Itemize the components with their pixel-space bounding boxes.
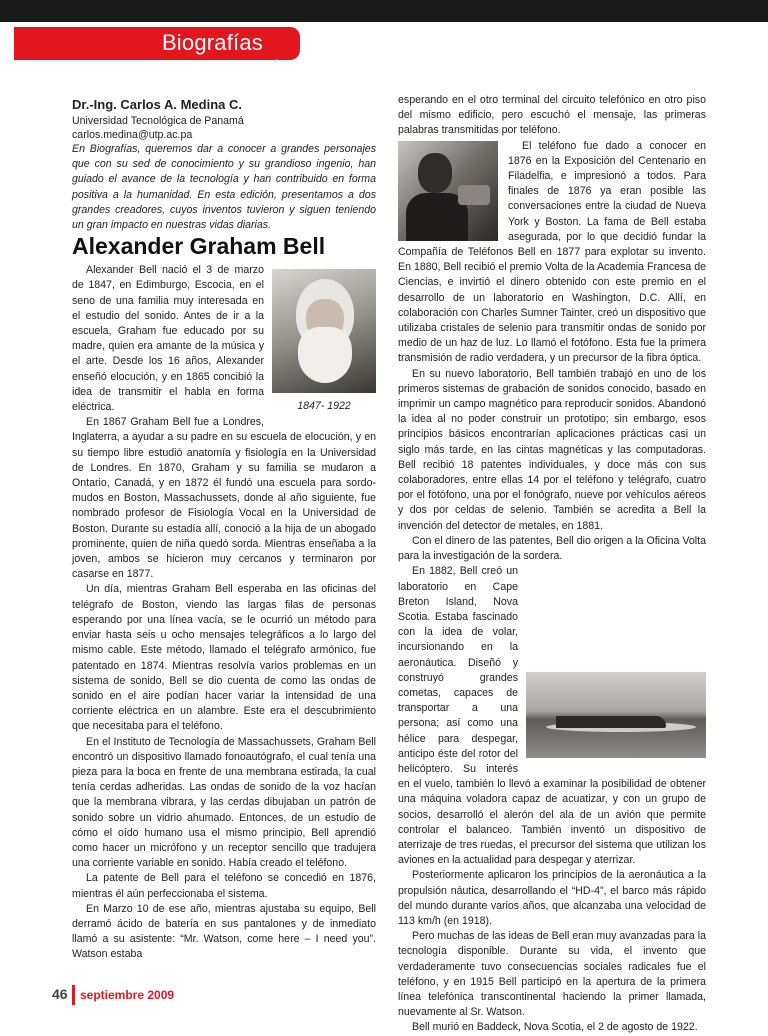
portrait-caption: 1847- 1922 <box>297 400 351 413</box>
hydrofoil-photo-figure <box>526 672 706 758</box>
body-paragraph: Pero muchas de las ideas de Bell eran muy avanzadas para la tecnología disponible. Durante su vida, el invento que verdaderamente tuvo consecuencias sociales radicales fue el teléfono, y en 1915 Bell participó en la apertura de la primera línea telefónica transcontinental haciendo la primer llamada, nuevamente al Sr. Watson. <box>398 930 706 1019</box>
telephone-photo-figure <box>398 141 498 241</box>
body-paragraph: Con el dinero de las patentes, Bell dio origen a la Oficina Volta para la investigación de la sordera. <box>398 534 706 563</box>
author-name: Dr.-Ing. Carlos A. Medina C. <box>72 97 242 112</box>
section-header <box>14 27 289 60</box>
page-number: 46 <box>52 986 68 1002</box>
body-paragraph: En Marzo 10 de ese año, mientras ajustaba su equipo, Bell derramó ácido de batería en sus pantalones y de inmediato llamó a su asistente: “Mr. Watson, come here – I need you”. Watson estaba <box>72 902 376 961</box>
author-institution: Universidad Tecnológica de Panamá <box>72 115 244 127</box>
body-paragraph: En el Instituto de Tecnología de Massachussets, Graham Bell encontró un dispositivo llamado fonoautógrafo, el cual tenía una pieza para la boca en frente de una membrana estirada, la cual tenía cerdas adheridas. Las ondas de sonido de la voz hacían que la membrana vibrara, y las cerdas dibujaban un patrón de sonido sobre un vidrio ahumado. Entonces, de un estudio de cómo el oído humano usa el mismo principio, Bell aprendió como hacer un micrófono y un receptor sencillo que tradujera una corriente variable en sonido. Había creado el teléfono. <box>72 735 376 870</box>
body-paragraph: La patente de Bell para el teléfono se concedió en 1876, mientras él aún perfeccionaba el sistema. <box>72 872 376 900</box>
body-paragraph: En 1867 Graham Bell fue a Londres, Inglaterra, a ayudar a su padre en su escuela de elocución, y en su tiempo libre estudió anatomía y fisiología en la Universidad de Londres. En 1870, Graham y su familia se mudaron a Ontario, Canadá, y en 1872 él fundó una escuela para sordo-mudos en Boston, Massachussets, donde al año siguiente, fue nombrado profesor de Fisiología Vocal en la Universidad de Boston. Durante su estadía allí, conoció a la hija de un abogado prominente, quien de niña quedó sorda. Mientras enseñaba a la joven, ambos se hicieron muy cercanos y terminaron por casarse en 1877. <box>72 416 376 581</box>
right-column <box>398 93 706 1036</box>
body-paragraph: En 1882, Bell creó un laboratorio en Cape Breton Island, Nova Scotia. Estaba fascinado con la idea de volar, incursionando en la aeronáutica. Diseñó y construyó grandes cometas, capaces de transportar a una persona; así como una hélice para despegar, anticipo éste del rotor del helicóptero. Su interés en el vuelo, también lo llevó a examinar la posibilidad de obtener una máquina voladora capaz de acuatizar, y con un grupo de socios, desarrolló el alerón del ala de un avión que permite controlar el balanceo. También inventó un dispositivo de aterrizaje de tres ruedas, el precursor del sistema que utilizan los aviones en la actualidad para despegar y aterrizar. <box>398 565 706 867</box>
left-column <box>72 96 376 963</box>
intro-paragraph: En Biografías, queremos dar a conocer a grandes personajes que con su sed de conocimiento y su grandioso ingenio, han guiado el avance de la tecnología y han contribuido en forma positiva a la humanidad. En esta edición, presentamos a dos grandes creadores, cuyos inventos tuvieron y siguen teniendo un gran impacto en nuestras vidas diarias. <box>72 143 376 232</box>
body-paragraph: En su nuevo laboratorio, Bell también trabajó en uno de los primeros sistemas de grabación de sonidos conocido, basado en imprimir un campo magnético para reproducir sonidos. Abandonó la idea al no poder construir un prototipo; sin embargo, esos principios básicos encontrarían aplicaciones prácticas casi un siglo más tarde, en las cintas magnéticas y las computadoras. Bell recibió 18 patentes individuales, y doce más con sus colaboradores, entre ellas 14 por el teléfono y telégrafo, cuatro por el fotófono, una por el fonógrafo, nueve por vehículos aéreos y dos por celdas de selenio. También se acredita a Bell la invención del detector de metales, en 1881. <box>398 367 706 532</box>
footer-divider <box>72 985 75 1005</box>
issue-date: septiembre 2009 <box>80 988 175 1002</box>
article-title: Alexander Graham Bell <box>72 233 326 260</box>
body-paragraph: Bell murió en Baddeck, Nova Scotia, el 2 de agosto de 1922. <box>412 1021 698 1034</box>
section-title: Biografías <box>161 30 263 55</box>
body-paragraph: esperando en el otro terminal del circuito telefónico en otro piso del mismo edificio, pero escuchó el mensaje, las primeras palabras transmitidas por teléfono. <box>398 94 706 137</box>
body-paragraph: Un día, mientras Graham Bell esperaba en las oficinas del telégrafo de Boston, viendo las largas filas de personas esperando por una línea vacía, se le ocurrió un método para enviar hasta seis u ocho mensajes telegráficos a lo largo del mismo cable. Este método, llamado el telégrafo armónico, fue patentado en 1874. Mientras resolvía varios problemas en un sistema de sonido, Bell se dio cuenta de como las ondas de sonido en el aire podían hacer variar la intensidad de una corriente eléctrica en un alambre. Este era el descubrimiento que necesitaba para el teléfono. <box>72 583 376 733</box>
body-paragraph: Posteriormente aplicaron los principios de la aeronáutica a la propulsión náutica, desarrollando el “HD-4”, el barco más rápido del mundo durante varios años, que alcanzaba una velocidad de 113 km/h (en 1918). <box>398 869 706 927</box>
portrait-figure <box>272 269 376 414</box>
body-paragraph: El teléfono fue dado a conocer en 1876 en la Exposición del Centenario en Filadelfia, e impresionó a todos. Para finales de 1876 ya eran posible las conversaciones entre la ciudad de Nueva York y Boston. La fama de Bell estaba asegurada, por lo que decidió fundar la Compañía de Teléfonos Bell en 1877 para explotar su invento. En 1880, Bell recibió el premio Volta de la Academia Francesa de Ciencias, e invirtió el dinero obtenido con este premio en el desarrollo de un laboratorio en Washington, D.C. Allí, en colaboración con Charles Sumner Tainter, creó un dispositivo que utilizaba cristales de selenio para transmitir ondas de sonido por medio de un haz de luz. Lo llamó el fotófono. Esta fue la primera transmisión de radio verdadera, y un precursor de la fibra óptica. <box>398 139 706 365</box>
bell-telephone-photo <box>398 141 498 241</box>
bell-portrait-image <box>272 269 376 393</box>
section-header-accent <box>278 27 300 60</box>
author-email: carlos.medina@utp.ac.pa <box>72 129 193 141</box>
hd4-hydrofoil-photo <box>526 672 706 758</box>
body-paragraph: Alexander Bell nació el 3 de marzo de 1847, en Edimburgo, Escocia, en el seno de una familia muy interesada en el estudio del sonido. Antes de ir a la escuela, Graham fue educado por su madre, quien era amante de la música y el arte. Desde los 16 años, Alexander enseñó elocución, y en 1865 concibió la idea de transmitir el habla en forma eléctrica. <box>72 264 264 414</box>
top-bar <box>0 0 768 22</box>
